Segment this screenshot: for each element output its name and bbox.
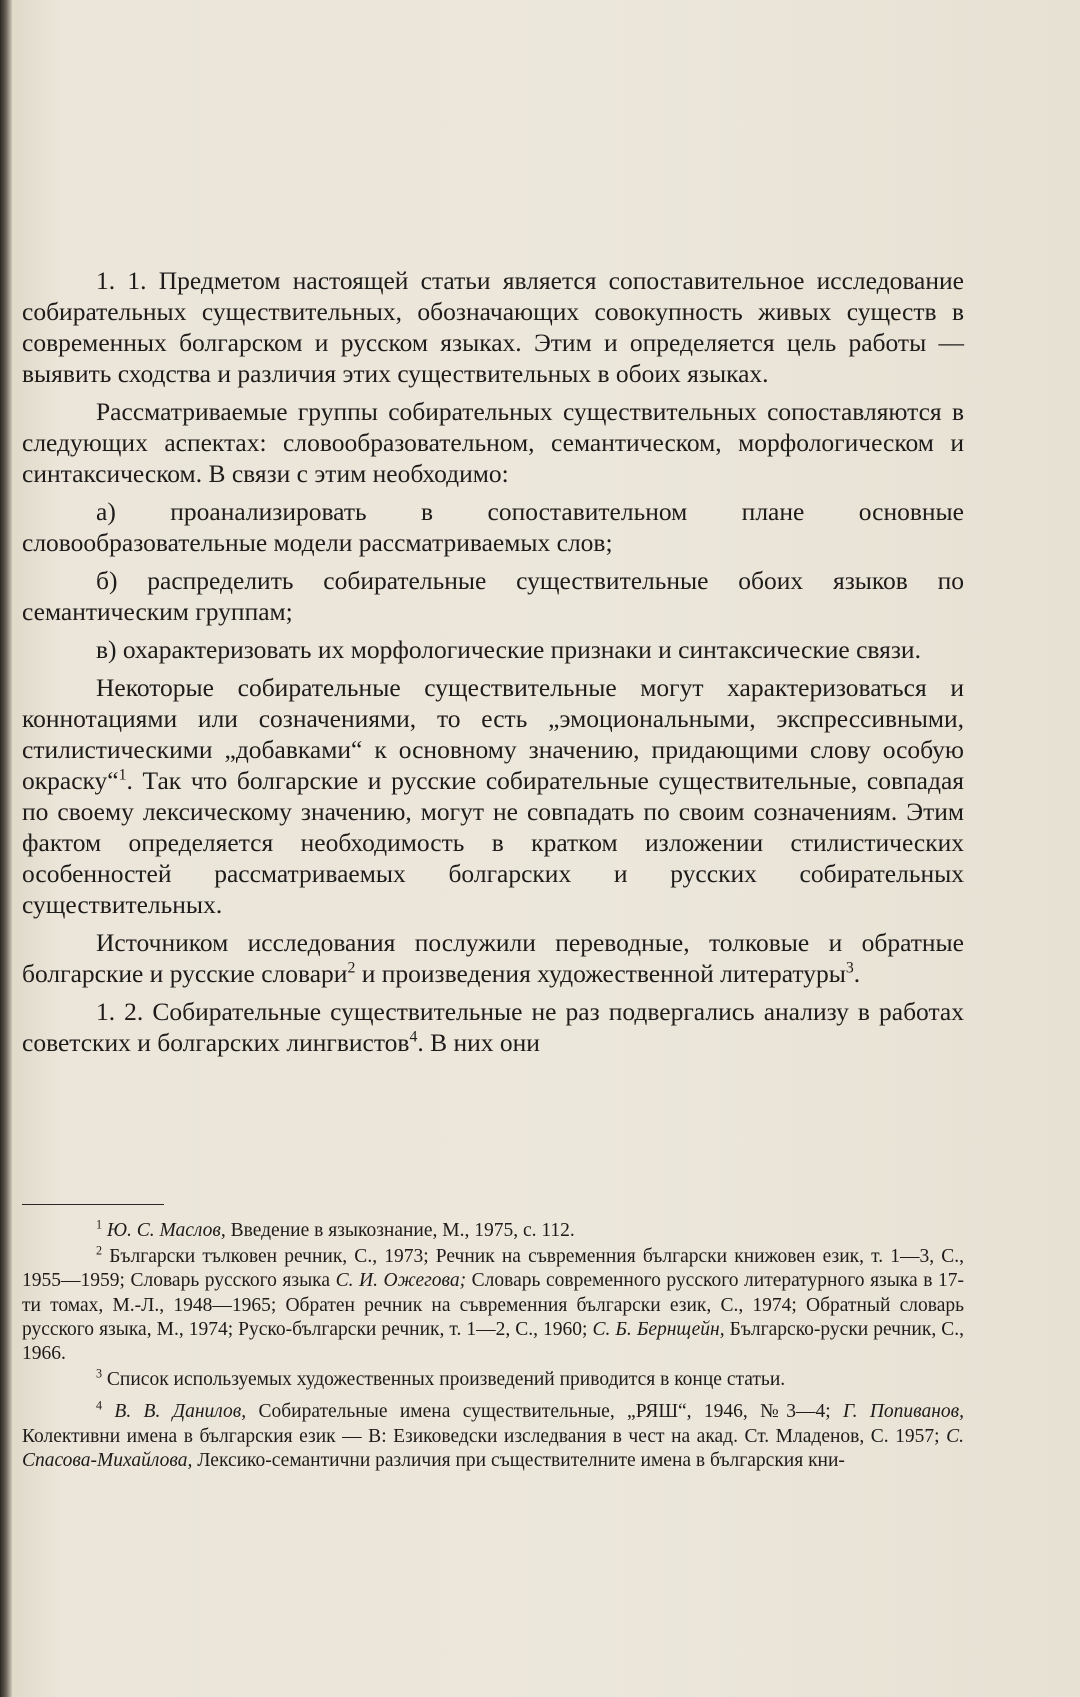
paragraph-8-text-end: . В них они [417,1028,540,1057]
footnote-ref-2: 2 [347,959,356,977]
footnote-ref-1: 1 [118,766,127,784]
footnote-4-text-a: Собирательные имена существительные, „РЯШ“, 1946, №3—4; [246,1401,843,1423]
paragraph-1: 1. 1. Предметом настоящей статьи является сопоставительное исследование собирательных существительных, обозначающих совокупность живых существ в современных болгарском и русском языках. Этим и определяется цель работы — выявить сходства и различия этих существительных в обоих языках. [22,266,964,388]
list-item-c: в) охарактеризовать их морфологические признаки и синтаксические связи. [96,635,921,664]
list-item-a: а) проанализировать в сопоставительном плане основные словообразовательные модели рассматриваемых слов; [22,497,964,557]
book-spine-shadow [0,0,12,1697]
footnote-1-author: Ю. С. Маслов, [106,1220,226,1241]
footnote-2-text-b: Словарь современного русского литературного языка в 17-ти томах, М.-Л., 1948—1965; Обратен речник на съвременния български език, С., 1974; Обратный словарь русского языка, М., 1974; Руско-български речник, т. 1—2, С., 1960; [22,1270,965,1340]
footnote-1 [22,1219,964,1243]
footnote-4 [22,1400,964,1473]
footnote-3-text: Список используемых художественных произведений приводится в конце статьи. [102,1369,786,1391]
footnote-1-text: Введение в языкознание, М., 1975, с. 112. [225,1220,575,1241]
paragraph-2: Рассматриваемые группы собирательных существительных сопоставляются в следующих аспектах: словообразовательном, семантическом, морфологическом и синтаксическом. В связи с этим необходимо: [22,397,964,488]
footnote-2 [22,1245,964,1366]
paragraph-6 [22,672,964,920]
paragraph-6-text-end: . Так что болгарские и русские собирательные существительные, совпадая по своему лексическому значению, могут не совпадать по своим созначениям. Этим фактом определяется необходимость в кратком изложении стилистических особенностей рассматриваемых болгарских и русских собирательных существительных. [22,766,964,919]
footnote-2-number: 2 [96,1243,103,1258]
paragraph-7 [22,927,964,989]
list-item-b: б) распределить собирательные существительные обоих языков по семантическим группам; [22,566,964,626]
paragraph-6-text-start: Некоторые собирательные существительные могут характеризоваться и коннотациями или созначениями, то есть „эмоциональными, экспрессивными, стилистическими „добавками“ к основному значению, придающими слову особую окраску“ [22,673,964,795]
footnote-2-author-1: С. И. Ожегова; [335,1270,467,1292]
footnote-4-author-1: В. В. Данилов, [114,1401,247,1423]
footnote-4-author-3: С. Спасова-Михайлова, [22,1425,964,1471]
paragraph-8 [22,996,964,1058]
footnote-separator [22,1204,164,1205]
footnote-4-text-c: Лексико-семантични различия при съществителните имена в българския кни- [192,1449,845,1471]
footnote-ref-3: 3 [845,959,854,977]
main-text [22,265,964,1065]
footnote-1-number: 1 [96,1217,103,1232]
footnote-3 [22,1368,964,1392]
footnote-2-text-a: Български тълковен речник, С., 1973; Речник на съвременния български книжовен език, т. 1—3, С., 1955—1959; Словарь русского языка [22,1246,964,1292]
footnote-ref-4: 4 [409,1028,418,1046]
footnote-2-text-c: Българско-руски речник, С., 1966. [22,1318,965,1365]
paragraph-8-text-start: 1. 2. Собирательные существительные не раз подвергались анализу в работах советских и болгарских лингвистов [22,997,964,1057]
footnote-3-number: 3 [96,1366,103,1381]
paragraph-7-text-end: . [853,959,861,988]
footnote-4-number: 4 [96,1398,103,1413]
footnote-2-author-2: С. Б. Бернщейн, [592,1318,725,1340]
footnote-4-author-2: Г. Попиванов, [842,1401,965,1423]
footnote-4-text-b: Колективни имена в българския език — В: Езиковедски изследвания в чест на акад. Ст. Младенов, С. 1957; [22,1425,947,1447]
paragraph-7-text-middle: и произведения художественной литературы [355,959,846,988]
paragraph-7-text-start: Источником исследования послужили переводные, толковые и обратные болгарские и русские словари [22,928,964,988]
footnotes [22,1219,964,1475]
